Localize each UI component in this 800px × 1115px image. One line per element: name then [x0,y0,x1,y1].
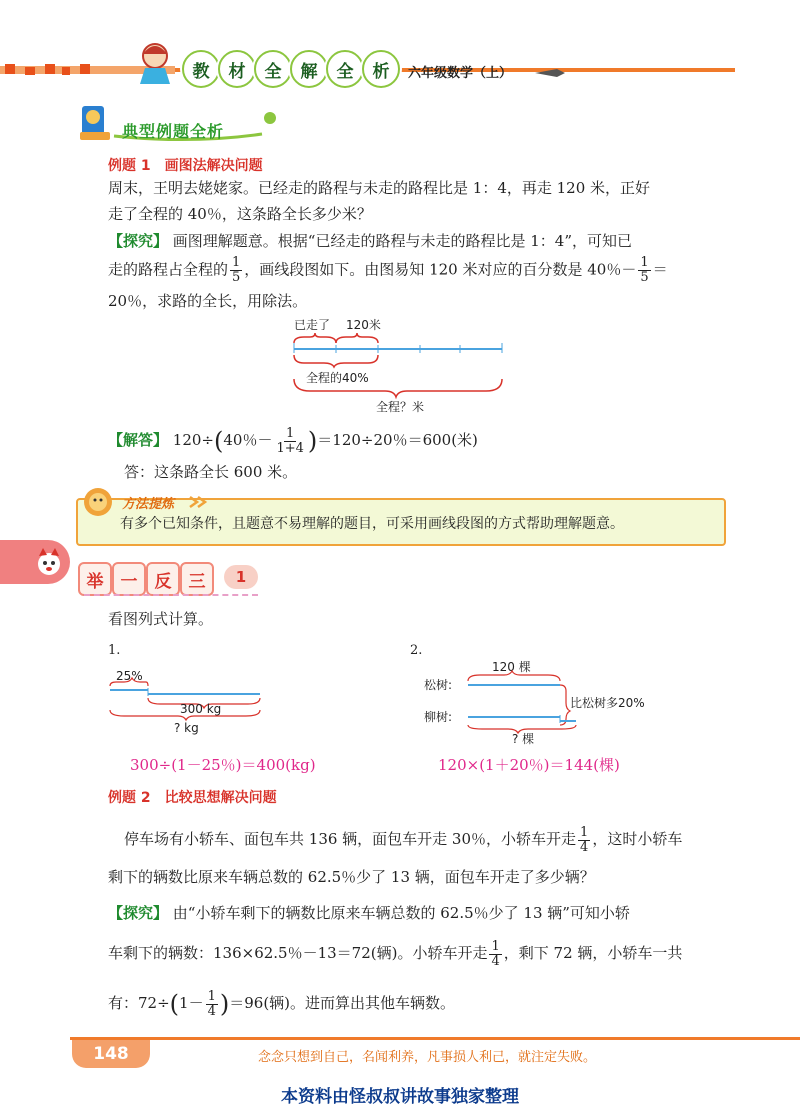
ex2-problem-1b: ，这时小轿车 [592,830,683,848]
fraction-one-quarter-3: $\frac{1}{4}$ [207,988,216,1019]
q2-label-q: ? 棵 [512,732,535,745]
mascot-girl-icon [130,40,180,86]
method-tip-title: 方法提炼 [122,497,175,512]
practice-number-badge: 1 [224,565,258,589]
answer-paren-text: 40％－ [223,431,273,449]
header-char-4: 解 [290,50,328,88]
diagram-label-walked: 已走了 [294,318,331,332]
fraction-one-over-five: $\frac{1}{1+4}$ [276,425,304,456]
answer-tag: 【解答】 [108,431,169,449]
fraction-one-fifth-2: $\frac{1}{5}$ [640,255,649,285]
header-stripe [0,62,800,76]
diagram-label-total: 全程？米 [376,400,425,414]
q2-label-120: 120 棵 [492,660,531,674]
answer-part-a: 120÷ [172,431,214,449]
header-char-3: 全 [254,50,292,88]
fraction-one-quarter-2: $\frac{1}{4}$ [491,938,500,969]
header-char-1: 教 [182,50,220,88]
practice-char-4: 三 [180,562,214,596]
practice-char-3: 反 [146,562,180,596]
example2-explore-line1 [108,902,630,924]
footer-credit: 本资料由怪叔叔讲故事独家整理 [281,1087,519,1107]
ex2-explore-3c: ＝96(辆)。进而算出其他车辆数。 [229,994,456,1012]
ex2-explore-2b: ，剩下 72 辆，小轿车一共 [503,944,683,962]
fox-mascot-icon [34,546,64,578]
example1-explore-line3: 20％，求路的全长，用除法。 [108,292,308,310]
q2-label-more: 比松树多20% [570,696,645,710]
double-arrow-icon [188,494,210,508]
method-tip-text: 有多个已知条件，且题意不易理解的题目，可采用画线段图的方式帮助理解题意。 [120,516,624,532]
q2-diagram [420,655,660,745]
ex2-explore-text: 由“小轿车剩下的辆数比原来车辆总数的 62.5％少了 13 辆”可知小轿 [172,904,630,922]
example1-answer: 【解答】 120÷(40％－ $\frac{1}{1+4}$ )＝120÷20％＝600(米) [108,425,478,456]
example1-answer-line2: 答：这条路全长 600 米。 [124,463,298,481]
page-number: 148 [72,1040,150,1068]
example1-explore-line1 [108,230,632,252]
example2-explore-line2 [108,938,682,969]
q1-label-pct: 25% [116,669,143,683]
q1-diagram [104,660,264,740]
ex2-explore-3b: 1－ [179,994,204,1012]
diagram-label-40pct: 全程的40% [306,371,369,385]
ex2-explore-tag: 【探究】 [108,904,169,922]
practice-dashed-line [84,594,258,596]
example1-problem-line1: 周末，王明去姥姥家。已经走的路程与未走的路程比是 1：4，再走 120 米，正好 [108,179,651,197]
example2-explore-line3: 有：72÷(1－ $\frac{1}{4}$ )＝96(辆)。进而算出其他车辆数。 [108,988,456,1019]
q1-label-300: 300 kg [180,702,222,716]
practice-instruction: 看图列式计算。 [108,610,214,628]
example1-title: 例题 1 画图法解决问题 [108,158,263,174]
explore-tag: 【探究】 [108,232,169,250]
example2-problem-line1 [124,824,682,855]
q2-label-pine: 松树: [424,678,453,692]
example2-problem-line2: 剩下的辆数比原来车辆总数的 62.5％少了 13 辆，面包车开走了多少辆？ [108,868,595,886]
ex2-explore-3a: 有：72÷ [108,994,170,1012]
fraction-one-fifth: $\frac{1}{5}$ [232,255,241,285]
footer-rule [70,1037,800,1040]
explore-text-2b: ，画线段图如下。由图易知 120 米对应的百分数是 40％－ [244,260,637,279]
q1-answer: 300÷(1－25％)＝400(kg) [130,756,316,774]
explore-text-2a: 走的路程占全程的 [108,260,229,279]
explore-text: 画图理解题意。根据“已经走的路程与未走的路程比是 1：4”，可知已 [172,232,632,250]
pen-icon [535,64,565,76]
q2-number: 2. [410,643,423,658]
ex2-explore-2a: 车剩下的辆数：136×62.5％－13＝72(辆)。小轿车开走 [108,944,488,962]
example1-explore-line2 [108,256,668,285]
header-char-5: 全 [326,50,364,88]
header-char-2: 材 [218,50,256,88]
q2-label-willow: 柳树: [424,710,453,724]
practice-char-1: 举 [78,562,112,596]
section-title: 典型例题全析 [122,122,225,141]
explore-text-2c: ＝ [652,260,668,279]
q1-label-q: ? kg [174,721,199,735]
header-char-6: 析 [362,50,400,88]
fraction-one-quarter: $\frac{1}{4}$ [580,824,589,855]
example1-problem-line2: 走了全程的 40％，这条路全长多少米？ [108,205,372,223]
footer-motto: 念念只想到自己，名闻利养，凡事损人利己，就注定失败。 [258,1050,597,1065]
example2-title: 例题 2 比较思想解决问题 [108,790,277,806]
lion-mascot-icon [80,484,120,520]
ex2-problem-1a: 停车场有小轿车、面包车共 136 辆，面包车开走 30％，小轿车开走 [124,830,577,848]
answer-part-b: ＝120÷20％＝600(米) [317,431,478,449]
q1-number: 1. [108,643,121,658]
q2-answer: 120×(1＋20％)＝144(棵) [438,756,620,774]
grade-label: 六年级数学（上） [408,66,513,81]
segment-diagram [280,315,520,415]
diagram-label-120: 120米 [346,318,381,332]
practice-char-2: 一 [112,562,146,596]
